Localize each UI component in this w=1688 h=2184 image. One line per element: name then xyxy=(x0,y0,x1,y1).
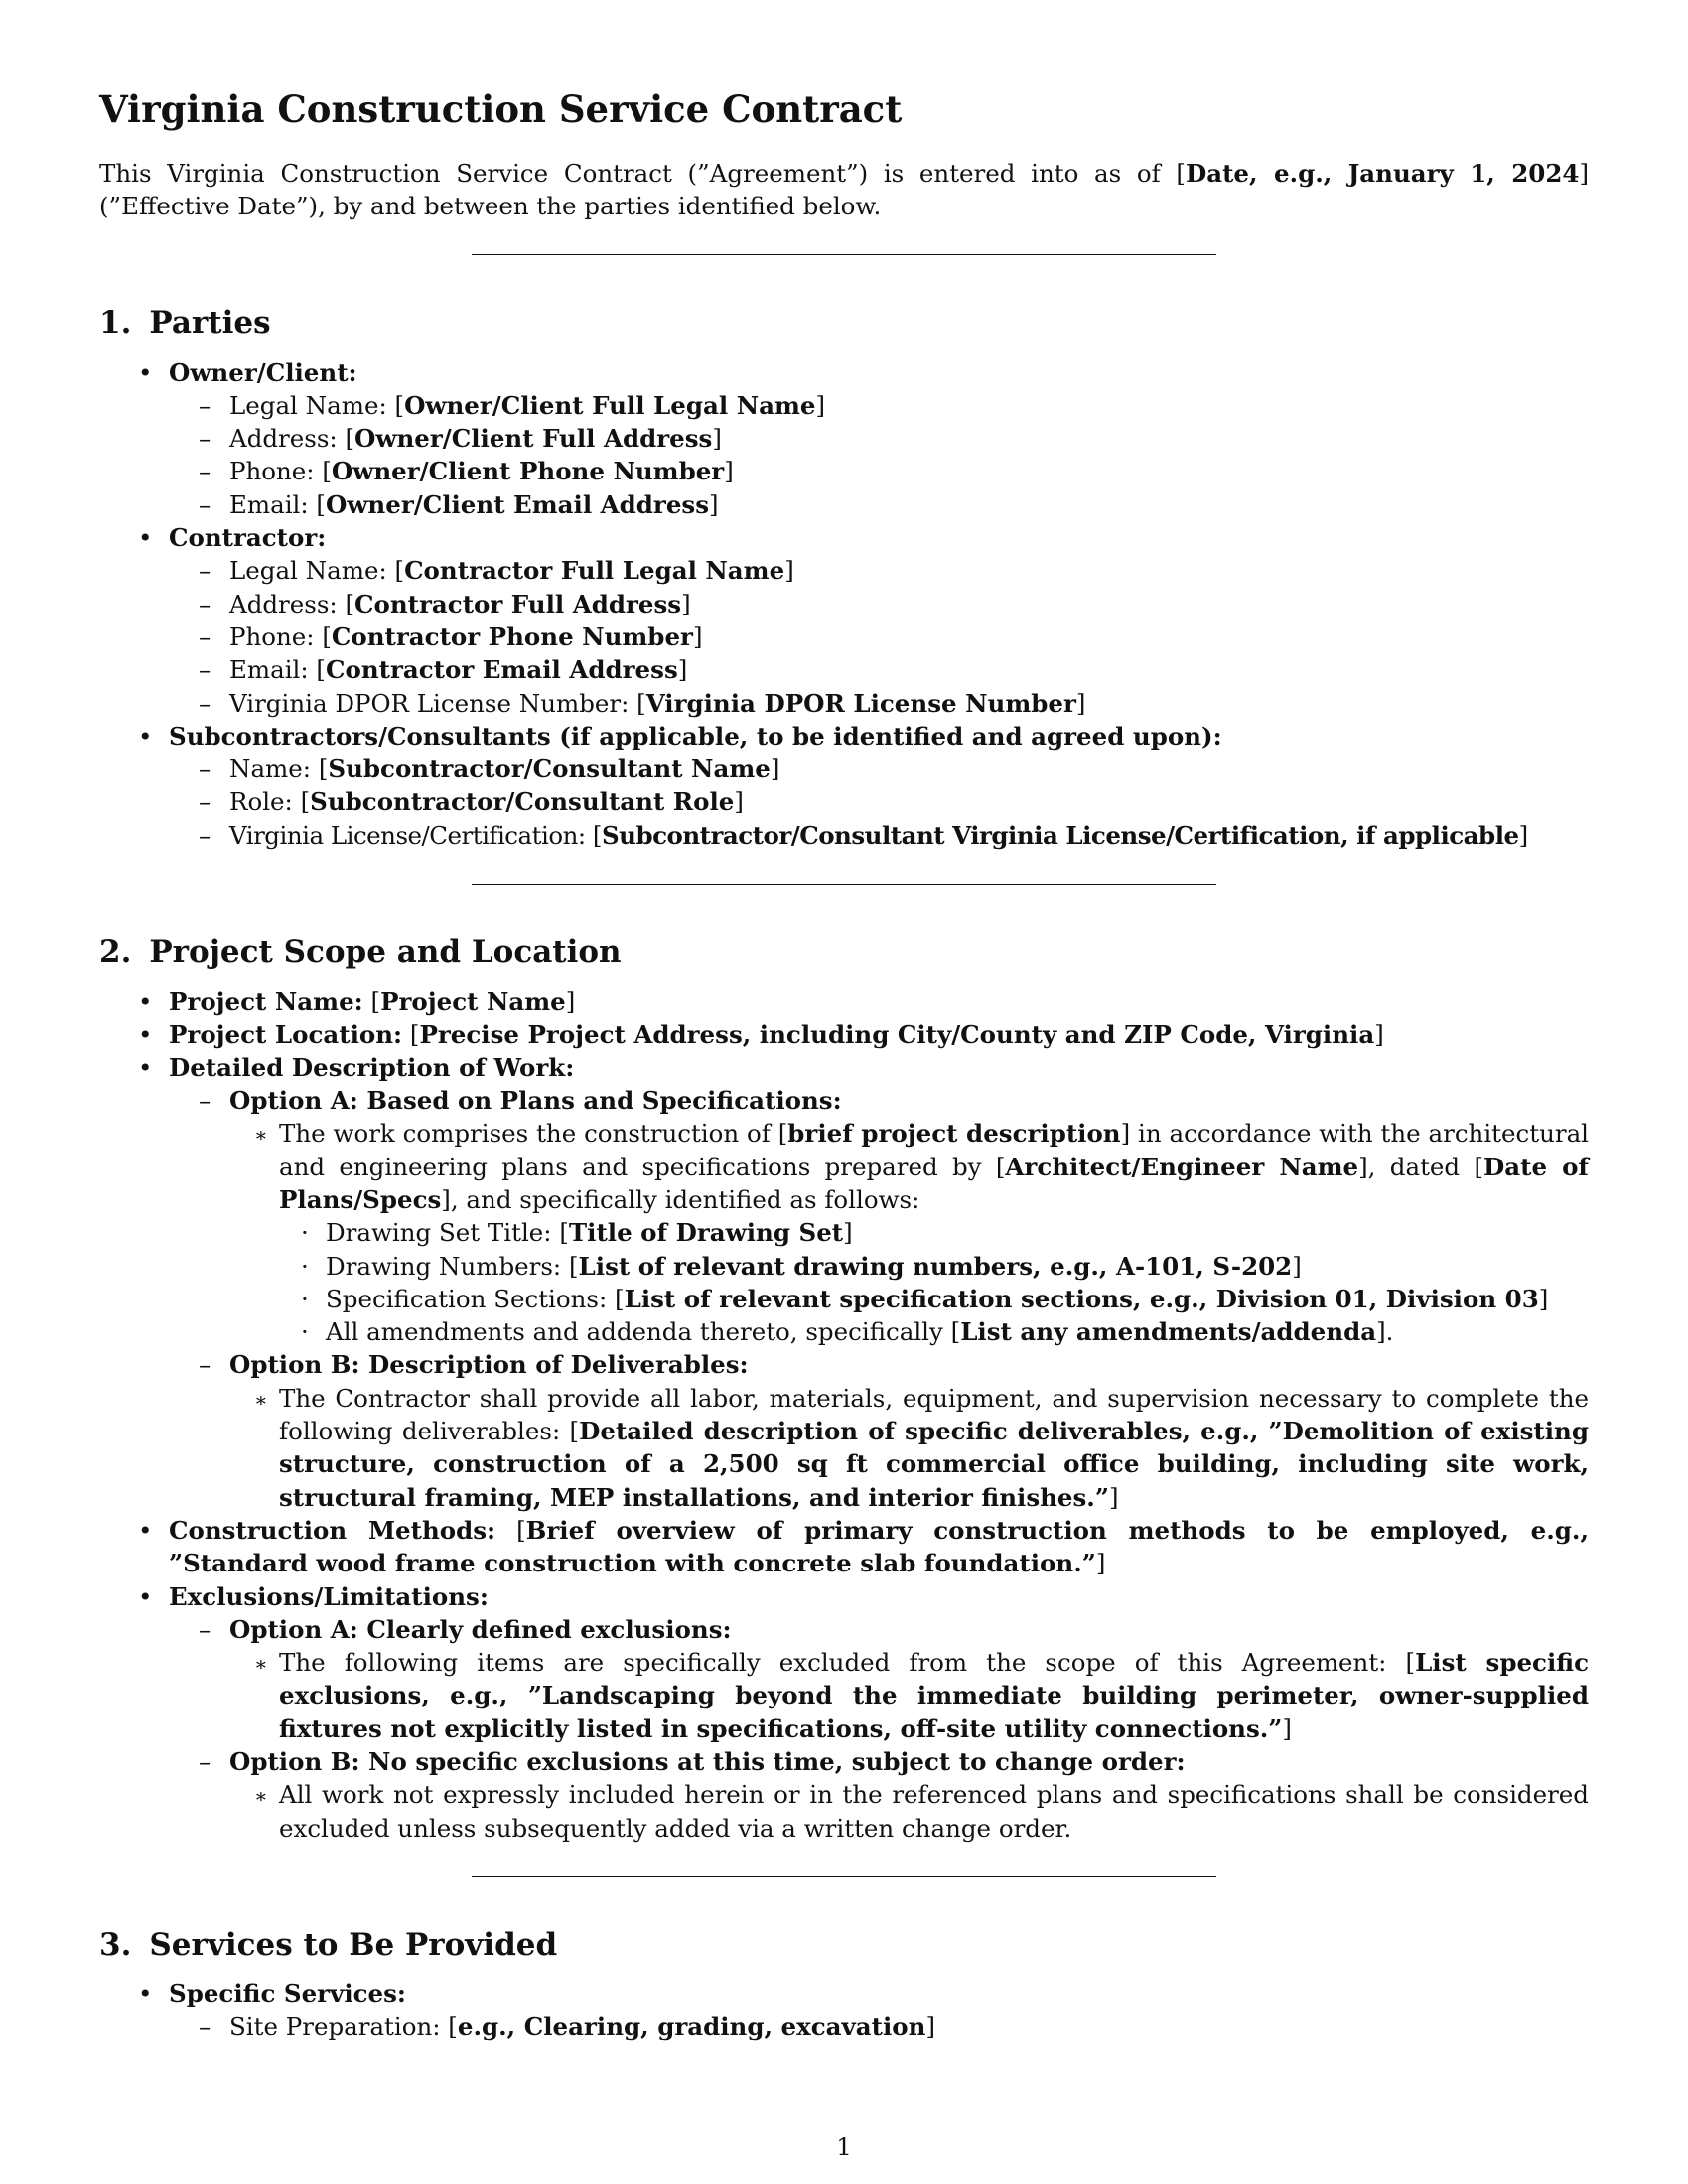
bullet-marker: • xyxy=(138,721,153,751)
contractor-item: • Contractor: – Legal Name: [Contractor Full Legal Name] – Address: [Contractor Full Address] – Phone: [Contractor Phone Number] – Email: [Contractor Email Address] – Virginia DPOR License Number: [Virginia DPOR License Number] xyxy=(99,521,1589,720)
services-list xyxy=(99,1978,1589,2044)
section-heading-services: 3. Services to Be Provided xyxy=(99,1926,558,1963)
placeholder: Owner/Client Email Address xyxy=(326,489,710,519)
field-item: – Phone: [Owner/Client Phone Number] xyxy=(199,457,734,486)
placeholder: Owner/Client Full Legal Name xyxy=(404,390,816,420)
field-item: – Legal Name: [Contractor Full Legal Name] xyxy=(199,556,794,586)
bullet-marker: • xyxy=(138,357,153,387)
placeholder: Subcontractor/Consultant Role xyxy=(310,787,735,817)
field-item: – Phone: [Contractor Phone Number] xyxy=(199,621,703,651)
field-item: – Legal Name: [Owner/Client Full Legal Name] xyxy=(199,390,826,420)
option-a-text: ∗ The work comprises the construction of [brief project description] in accordance with the architectural and engineering plans and specifications prepared by [Architect/Engineer Name], dated [Date of Plans/Specs], and specifically identified as follows: · Drawing Set Title: [Title of Drawing Set] · Drawing Numbers: [List of relevant drawing numbers, e.g., A-101, S-202] · Specification Sections: [List of relevant specification sections, e.g., Division 01, Division 03] · All amendments and addenda thereto, specifically [List any amendments/addenda]. xyxy=(229,1117,1589,1348)
placeholder: Owner/Client Full Address xyxy=(354,424,713,454)
construction-methods-item: • Construction Methods: [Brief overview of primary construction methods to be employed, e.g., ”Standard wood frame construction with concrete slab foundation.”] xyxy=(138,1515,1589,1578)
field-item: – Email: [Owner/Client Email Address] xyxy=(199,489,719,519)
project-name-item: • Project Name: [Project Name] xyxy=(138,987,576,1017)
section-divider xyxy=(472,884,1216,885)
project-scope-list xyxy=(99,985,1589,1844)
document-title: Virginia Construction Service Contract xyxy=(99,87,903,131)
drawing-item: · Specification Sections: [List of relevant specification sections, e.g., Division 01, Division 03] xyxy=(301,1284,1549,1313)
placeholder: Contractor Phone Number xyxy=(331,621,693,651)
section-divider xyxy=(472,1876,1216,1877)
field-item: – Address: [Contractor Full Address] xyxy=(199,589,691,618)
field-item: – Email: [Contractor Email Address] xyxy=(199,655,688,685)
option-a-plans-item: – Option A: Based on Plans and Specifications: ∗ The work comprises the construction of [brief project description] in accordance with the architectural and engineering plans and specifications prepared by [Architect/Engineer Name], dated [Date of Plans/Specs], and specifically identified as follows: · Drawing Set Title: [Title of Drawing Set] · Drawing Numbers: [List of relevant drawing numbers, e.g., A-101, S-202] · Specification Sections: [List of relevant specification sections, e.g., Division 01, Division 03] · All amendments and addenda thereto, specifically [List any amendments/addenda]. xyxy=(169,1084,1589,1348)
exclusions-option-b: – Option B: No specific exclusions at this time, subject to change order: ∗ All work not expressly included herein or in the referenced plans and specifications shall be considered excluded unless subsequently added via a written change order. xyxy=(169,1745,1589,1844)
field-item: – Role: [Subcontractor/Consultant Role] xyxy=(199,787,744,817)
exclusions-option-b-text: ∗ All work not expressly included herein or in the referenced plans and specifications shall be considered excluded unless subsequently added via a written change order. xyxy=(254,1780,1589,1843)
specific-services-item: • Specific Services: – Site Preparation: [e.g., Clearing, grading, excavation] xyxy=(99,1978,1589,2044)
placeholder: Contractor Email Address xyxy=(326,655,678,685)
description-of-work-item: • Detailed Description of Work: – Option A: Based on Plans and Specifications: ∗ The work comprises the construction of [brief project description] in accordance with the architectural and engineering plans and specifications prepared by [Architect/Engineer Name], dated [Date of Plans/Specs], and specifically identified as follows: · Drawing Set Title: [Title of Drawing Set] · Drawing Numbers: [List of relevant drawing numbers, e.g., A-101, S-202] · Specification Sections: [List of relevant specification sections, e.g., Division 01, Division 03] · All amendments and addenda thereto, specifically [List any amendments/addenda]. – Option B: Description of Deliverables: ∗ The Contractor shall provide all labor, materials, equipment, and supervision necessary to complete the following deliverables: [Detailed description of specific deliverables, e.g., ”Demolition of existing structure, construction of a 2,500 sq ft commercial office building, including site work, structural framing, MEP installations, and interior finishes.”] xyxy=(99,1051,1589,1514)
document-page xyxy=(99,87,1589,2044)
drawing-item: · Drawing Numbers: [List of relevant drawing numbers, e.g., A-101, S-202] xyxy=(301,1251,1302,1281)
drawing-item: · Drawing Set Title: [Title of Drawing Set] xyxy=(301,1218,853,1248)
exclusions-item: • Exclusions/Limitations: – Option A: Clearly defined exclusions: ∗ The following items are specifically excluded from the scope of this Agreement: [List specific exclusions, e.g., ”Landscaping beyond the immediate building perimeter, owner-supplied fixtures not explicitly listed in specifications, off-site utility connections.”] – Option B: No specific exclusions at this time, subject to change order: ∗ All work not expressly included herein or in the referenced plans and specifications shall be considered excluded unless subsequently added via a written change order. xyxy=(99,1580,1589,1844)
placeholder: Owner/Client Phone Number xyxy=(331,457,725,486)
field-item: – Virginia License/Certification: [Subcontractor/Consultant Virginia License/Certification, if applicable] xyxy=(199,820,1528,850)
option-b-text: ∗ The Contractor shall provide all labor, materials, equipment, and supervision necessary to complete the following deliverables: [Detailed description of specific deliverables, e.g., ”Demolition of existing structure, construction of a 2,500 sq ft commercial office building, including site work, structural framing, MEP installations, and interior finishes.”] xyxy=(254,1383,1589,1512)
owner-client-item: • Owner/Client: – Legal Name: [Owner/Client Full Legal Name] – Address: [Owner/Client Full Address] – Phone: [Owner/Client Phone Number] – Email: [Owner/Client Email Address] xyxy=(99,356,1589,521)
placeholder: Contractor Full Legal Name xyxy=(404,556,785,586)
placeholder: Subcontractor/Consultant Name xyxy=(328,754,771,784)
exclusions-option-a: – Option A: Clearly defined exclusions: ∗ The following items are specifically excluded from the scope of this Agreement: [List specific exclusions, e.g., ”Landscaping beyond the immediate building perimeter, owner-supplied fixtures not explicitly listed in specifications, off-site utility connections.”] xyxy=(169,1613,1589,1745)
bullet-marker: • xyxy=(138,523,153,553)
field-item: – Name: [Subcontractor/Consultant Name] xyxy=(199,754,780,784)
field-item: – Virginia DPOR License Number: [Virginia DPOR License Number] xyxy=(199,688,1086,718)
subcontractors-item: • Subcontractors/Consultants (if applicable, to be identified and agreed upon): – Name: [Subcontractor/Consultant Name] – Role: [Subcontractor/Consultant Role] – Virginia License/Certification: [Subcontractor/Consultant Virginia License/Certification, if applicable] xyxy=(99,720,1589,852)
drawing-item: · All amendments and addenda thereto, specifically [List any amendments/addenda]. xyxy=(301,1317,1394,1347)
placeholder: Subcontractor/Consultant Virginia License/Certification, if applicable xyxy=(601,820,1519,850)
project-location-item: • Project Location: [Precise Project Address, including City/County and ZIP Code, Virginia] xyxy=(138,1020,1384,1049)
option-b-deliverables-item: – Option B: Description of Deliverables: ∗ The Contractor shall provide all labor, materials, equipment, and supervision necessary to complete the following deliverables: [Detailed description of specific deliverables, e.g., ”Demolition of existing structure, construction of a 2,500 sq ft commercial office building, including site work, structural framing, MEP installations, and interior finishes.”] xyxy=(169,1348,1589,1513)
intro-paragraph: This Virginia Construction Service Contract (”Agreement”) is entered into as of [Date, e.g., January 1, 2024] (”Effective Date”), by and between the parties identified below. xyxy=(99,159,1590,221)
exclusions-option-a-text: ∗ The following items are specifically excluded from the scope of this Agreement: [List specific exclusions, e.g., ”Landscaping beyond the immediate building perimeter, owner-supplied fixtures not explicitly listed in specifications, off-site utility connections.”] xyxy=(254,1648,1589,1743)
placeholder: Virginia DPOR License Number xyxy=(645,688,1076,718)
field-item: – Address: [Owner/Client Full Address] xyxy=(199,424,722,454)
section-divider xyxy=(472,254,1216,255)
section-heading-project-scope: 2. Project Scope and Location xyxy=(99,934,622,971)
placeholder: Contractor Full Address xyxy=(354,589,682,618)
service-item: – Site Preparation: [e.g., Clearing, grading, excavation] xyxy=(199,2012,935,2042)
effective-date-placeholder: Date, e.g., January 1, 2024 xyxy=(1185,159,1580,189)
parties-list xyxy=(99,356,1589,852)
section-heading-parties: 1. Parties xyxy=(99,305,271,341)
page-number: 1 xyxy=(836,2132,852,2161)
